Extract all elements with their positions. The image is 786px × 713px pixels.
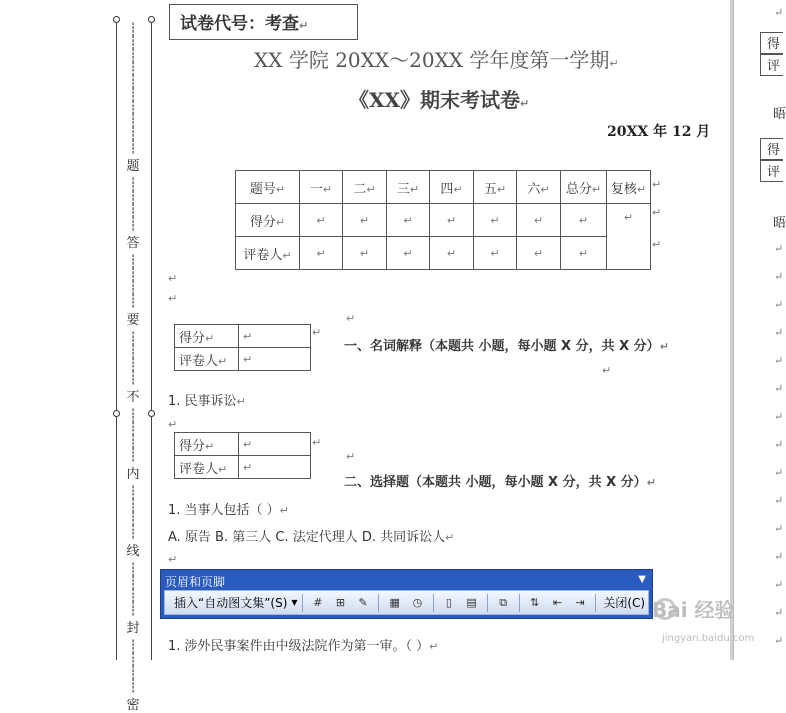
paragraph-mark: ↵ [774,522,784,535]
right-table-cell[interactable]: 得 [760,138,783,160]
binding-char: 题 [126,159,140,174]
table-cell[interactable]: ↵ [300,204,343,237]
binding-char: 要 [126,313,140,328]
toolbar-separator [302,594,303,612]
question-item: 1. 当事人包括（ ）↵ [168,503,289,518]
table-cell[interactable]: ↵ [430,237,474,270]
insert-autotext-button[interactable]: 插入“自动图文集”(S) [174,596,288,610]
show-hide-text-icon[interactable]: ▤ [466,596,477,609]
watermark-text: Bai 经验 [652,598,735,622]
header-footer-toolbar[interactable] [160,569,653,619]
table-cell[interactable]: ↵ [300,237,343,270]
resize-handle[interactable] [113,16,120,23]
toolbar-buttons-row [164,590,649,615]
table-cell[interactable]: ↵ [239,456,311,479]
paragraph-mark: ↵ [168,272,178,285]
paragraph-mark: ↵ [774,494,784,507]
binding-line-text: ┊ ┊ ┊ ┊ ┊ ┊ ┊ ┊ ┊ ┊ 题 ┊ ┊ ┊ ┊ 答 ┊ ┊ ┊ ┊ 要 ┊ ┊ ┊ ┊ 不 ┊ ┊ ┊ ┊ 内 ┊ ┊ ┊ ┊ 线 ┊ ┊ ┊ ┊ 封 ┊ ┊ ┊ ┊ 密 [126,23,140,713]
table-cell[interactable]: 评卷人↵ [236,237,300,270]
toolbar-options-icon[interactable]: ▼ [638,574,646,585]
table-row [175,456,311,479]
paragraph-mark: ↵ [312,436,322,449]
paragraph-mark: ↵ [602,364,612,377]
exam-code-text: 试卷代号：考查 [180,14,299,34]
binding-char: 答 [126,236,140,251]
close-button[interactable]: 关闭(C) [603,596,646,610]
binding-char: 线 [126,544,140,559]
resize-handle[interactable] [113,410,120,417]
binding-char: 密 [126,698,140,713]
paragraph-mark: ↵ [774,326,784,339]
grader-table-1 [174,324,311,371]
paragraph-mark: ↵ [774,354,784,367]
paragraph-mark: ↵ [774,606,784,619]
paragraph-mark: ↵ [774,382,784,395]
table-cell[interactable]: ↵ [343,204,387,237]
title1-text: XX 学院 20XX～20XX 学年度第一学期 [254,48,610,72]
show-next-icon[interactable]: ⇥ [575,596,585,609]
section-heading-2: 二、选择题（本题共 小题，每小题 X 分，共 X 分）↵ [344,475,656,490]
table-row [236,237,651,270]
table-cell[interactable]: 复核↵ [607,171,651,204]
right-table-cell[interactable]: 评 [760,54,783,76]
paragraph-mark: ↵ [774,550,784,563]
link-to-previous-icon[interactable]: ⧉ [499,595,508,609]
paragraph-mark: ↵ [652,206,662,219]
question-options: A. 原告 B. 第三人 C. 法定代理人 D. 共同诉讼人↵ [168,530,455,545]
insert-time-icon[interactable]: ◷ [412,596,423,609]
insert-date-icon[interactable]: ▦ [389,596,400,609]
paragraph-mark: ↵ [168,553,178,566]
paragraph-mark: ↵ [168,418,178,431]
table-cell[interactable]: 得分↵ [175,433,239,456]
exam-title-line1 [254,44,619,73]
dropdown-arrow-icon[interactable]: ▼ [291,598,298,607]
section-heading-1: 一、名词解释（本题共 小题，每小题 X 分，共 X 分）↵ [344,339,669,354]
table-cell[interactable]: 一↵ [300,171,343,204]
table-cell[interactable]: 评卷人↵ [175,456,239,479]
paragraph-mark: ↵ [312,326,322,339]
table-row [175,348,311,371]
table-cell[interactable]: ↵ [239,325,311,348]
table-cell[interactable]: ↵ [387,237,430,270]
paragraph-mark: ↵ [652,238,662,251]
table-cell[interactable]: ↵ [474,237,517,270]
show-previous-icon[interactable]: ⇤ [552,596,563,609]
paragraph-mark: ↵ [652,178,662,191]
table-cell[interactable]: 三↵ [387,171,430,204]
table-cell[interactable]: ↵ [430,204,474,237]
toolbar-separator [487,594,488,612]
table-cell[interactable]: 得分↵ [236,204,300,237]
table-cell[interactable]: 六↵ [517,171,561,204]
right-table-cell[interactable]: 得 [760,32,783,54]
toolbar-separator [433,594,434,612]
table-row [236,171,651,204]
paragraph-mark: ↵ [774,466,784,479]
table-cell[interactable]: ↵ [343,237,387,270]
question-item: 1. 涉外民事案件由中级法院作为第一审。（ ）↵ [168,639,439,654]
table-cell[interactable]: ↵ [474,204,517,237]
table-cell[interactable]: ↵ [239,433,311,456]
table-cell[interactable]: 题号↵ [236,171,300,204]
table-row [175,325,311,348]
table-cell[interactable]: ↵ [561,204,607,237]
paragraph-mark: ↵ [774,242,784,255]
table-cell[interactable]: ↵ [607,204,651,270]
paragraph-mark: ↵ [774,270,784,283]
paragraph-mark: ↵ [774,298,784,311]
switch-header-footer-icon[interactable]: ⇅ [530,596,540,609]
table-cell[interactable]: ↵ [517,237,561,270]
toolbar-separator [519,594,520,612]
table-row [175,433,311,456]
paragraph-mark: ↵ [168,292,178,305]
left-margin-area [0,0,108,660]
table-cell[interactable]: ↵ [387,204,430,237]
score-table [235,170,651,270]
table-cell[interactable]: ↵ [561,237,607,270]
table-cell[interactable]: 评卷人↵ [175,348,239,371]
paragraph-mark: ↵ [520,97,530,110]
paragraph-mark: ↵ [346,450,356,463]
resize-handle[interactable] [148,16,155,23]
paragraph-mark: ↵ [609,57,619,70]
insert-page-number-icon[interactable]: # [313,596,323,609]
paragraph-mark: ↵ [299,19,309,32]
format-page-number-icon[interactable]: ✎ [358,596,368,609]
grader-table-2 [174,432,311,479]
binding-char: 不 [126,390,140,405]
table-row [236,204,651,237]
table-cell[interactable]: 得分↵ [175,325,239,348]
table-cell[interactable]: ↵ [239,348,311,371]
binding-char: 内 [126,467,140,482]
toolbar-separator [378,594,379,612]
paragraph-mark: ↵ [774,410,784,423]
table-cell[interactable]: 二↵ [343,171,387,204]
table-cell[interactable]: 五↵ [474,171,517,204]
paragraph-mark: ↵ [774,578,784,591]
paragraph-mark: ↵ [774,438,784,451]
question-item: 1. 民事诉讼↵ [168,394,246,409]
right-page-text: 晤 [773,216,786,231]
toolbar-title: 页眉和页脚 [165,575,226,589]
right-page-text: 晤 [773,107,786,122]
paragraph-mark: ↵ [774,634,784,647]
exam-title-line2 [349,84,529,113]
right-table-cell[interactable]: 评 [760,160,783,182]
table-cell[interactable]: ↵ [517,204,561,237]
page-setup-icon[interactable]: ▯ [445,596,452,609]
resize-handle[interactable] [148,410,155,417]
binding-char: 封 [126,621,140,636]
exam-code-box[interactable] [169,4,358,40]
exam-date: 20XX 年 12 月 [607,124,711,140]
watermark-url: jingyan.baidu.com [662,633,755,644]
table-cell[interactable]: 四↵ [430,171,474,204]
toolbar-separator [595,594,596,612]
insert-page-count-icon[interactable]: ⊞ [335,596,346,609]
paragraph-mark: ↵ [774,6,784,19]
table-cell[interactable]: 总分↵ [561,171,607,204]
paragraph-mark: ↵ [346,312,356,325]
title2-text: 《XX》期末考试卷 [349,88,521,112]
